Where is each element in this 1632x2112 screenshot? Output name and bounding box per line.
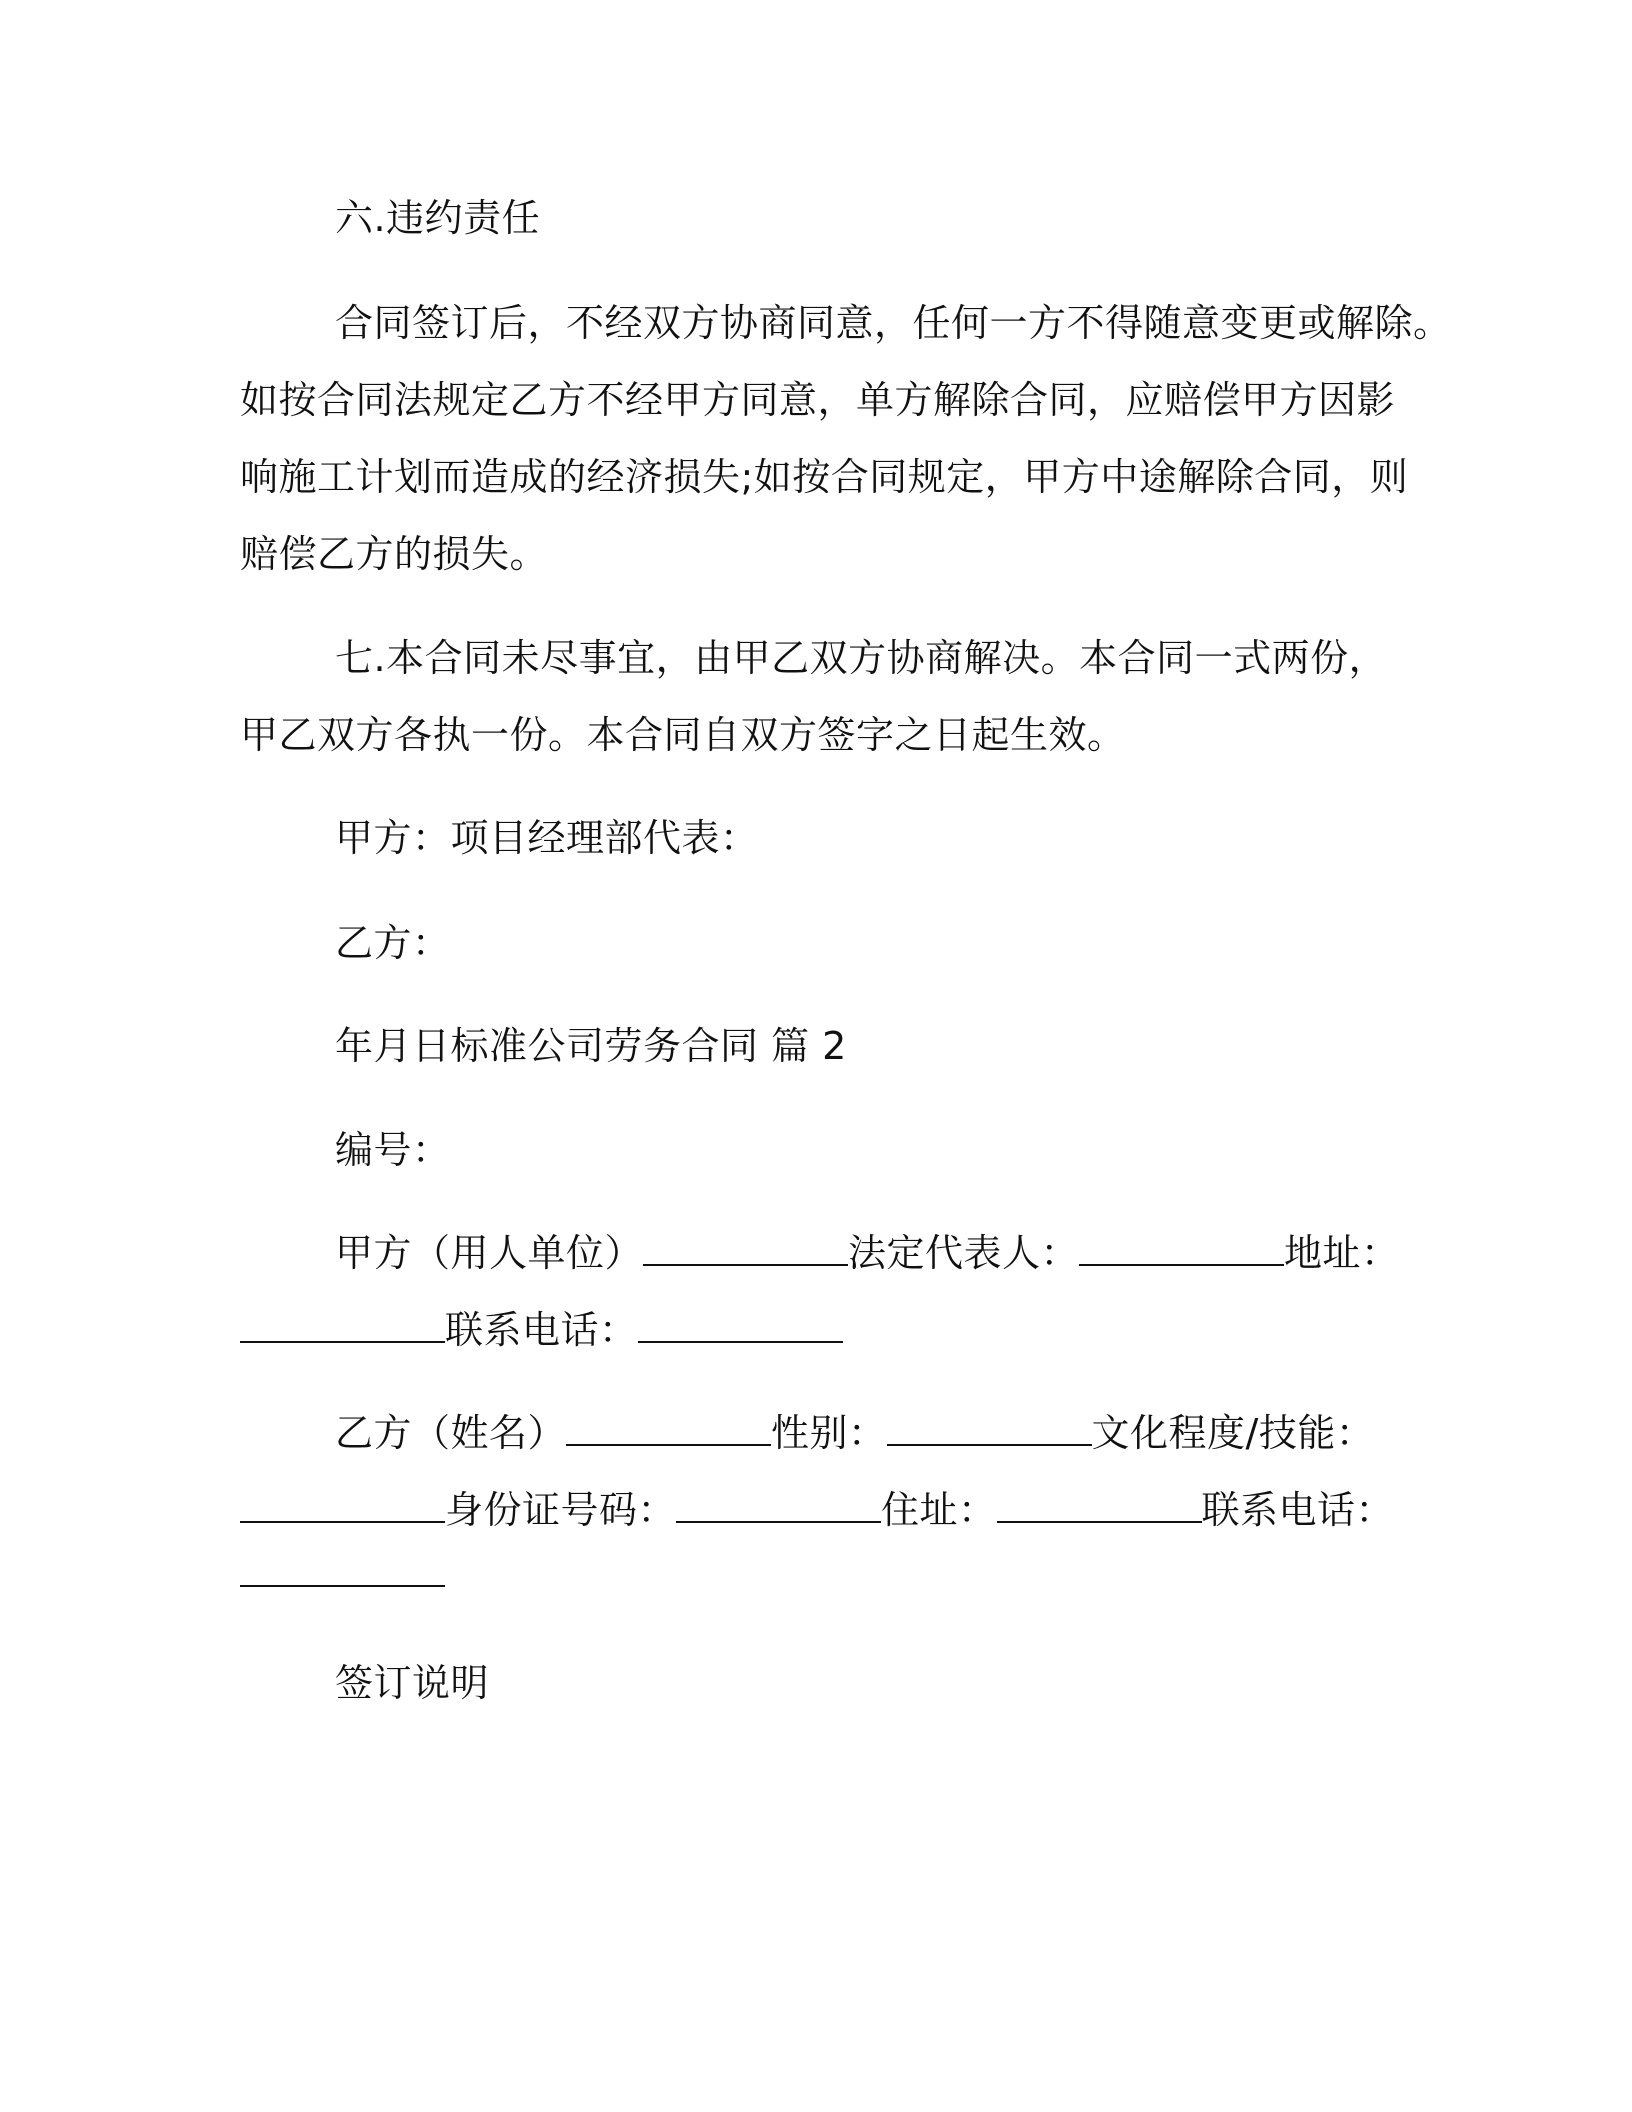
party-b-gender-blank: [887, 1414, 1092, 1446]
party-b-phone-label: 联系电话：: [1201, 1488, 1395, 1532]
party-b-signature: 乙方：: [335, 921, 451, 965]
party-b-education-label: 文化程度/技能：: [1091, 1411, 1375, 1455]
party-a-rep-label: 法定代表人：: [848, 1231, 1080, 1275]
section6-line-1: 合同签订后，不经双方协商同意，任何一方不得随意变更或解除。: [335, 301, 1452, 345]
party-a-info-line-1: [240, 1215, 1400, 1292]
party-b-name-label: 乙方（姓名）: [335, 1411, 567, 1455]
party-b-info-line-1: [240, 1395, 1400, 1472]
section6-line-2: 如按合同法规定乙方不经甲方同意，单方解除合同，应赔偿甲方因影: [240, 378, 1396, 422]
party-b-info-line-2: [240, 1472, 1400, 1549]
party-a-address-blank: [240, 1311, 445, 1343]
party-b-info: [240, 1395, 1400, 1587]
party-a-unit-blank: [643, 1234, 848, 1266]
party-b-id-blank: [676, 1491, 881, 1523]
party-a-signature: 甲方：项目经理部代表：: [335, 816, 759, 860]
party-a-unit-label: 甲方（用人单位）: [335, 1231, 644, 1275]
party-b-education-blank: [240, 1491, 445, 1523]
party-b-address-label: 住址：: [881, 1488, 997, 1532]
party-a-rep-blank: [1079, 1234, 1284, 1266]
section7-line-2: 甲乙双方各执一份。本合同自双方签字之日起生效。: [240, 713, 1126, 757]
party-a-info: [240, 1215, 1400, 1369]
party-b-name-blank: [566, 1414, 771, 1446]
party-a-info-line-2: [240, 1292, 1400, 1369]
section6-body: [240, 285, 1452, 593]
party-b-id-label: 身份证号码：: [445, 1488, 677, 1532]
section6-line-4: 赔偿乙方的损失。: [240, 532, 549, 576]
signing-note: 签订说明: [335, 1661, 490, 1705]
party-b-phone-blank: [240, 1585, 445, 1587]
section6-line-3: 响施工计划而造成的经济损失;如按合同规定，甲方中途解除合同，则: [240, 455, 1409, 499]
section7-line-1: 七.本合同未尽事宜，由甲乙双方协商解决。本合同一式两份，: [335, 636, 1388, 680]
number-label: 编号：: [335, 1128, 451, 1172]
party-b-gender-label: 性别：: [771, 1411, 887, 1455]
contract2-title: 年月日标准公司劳务合同 篇 2: [335, 1024, 847, 1068]
section7-body: [240, 620, 1400, 774]
party-a-phone-label: 联系电话：: [445, 1308, 638, 1352]
party-a-phone-blank: [638, 1311, 843, 1343]
party-b-address-blank: [997, 1491, 1202, 1523]
section6-heading: 六.违约责任: [335, 196, 541, 240]
party-a-address-label: 地址：: [1284, 1231, 1400, 1275]
